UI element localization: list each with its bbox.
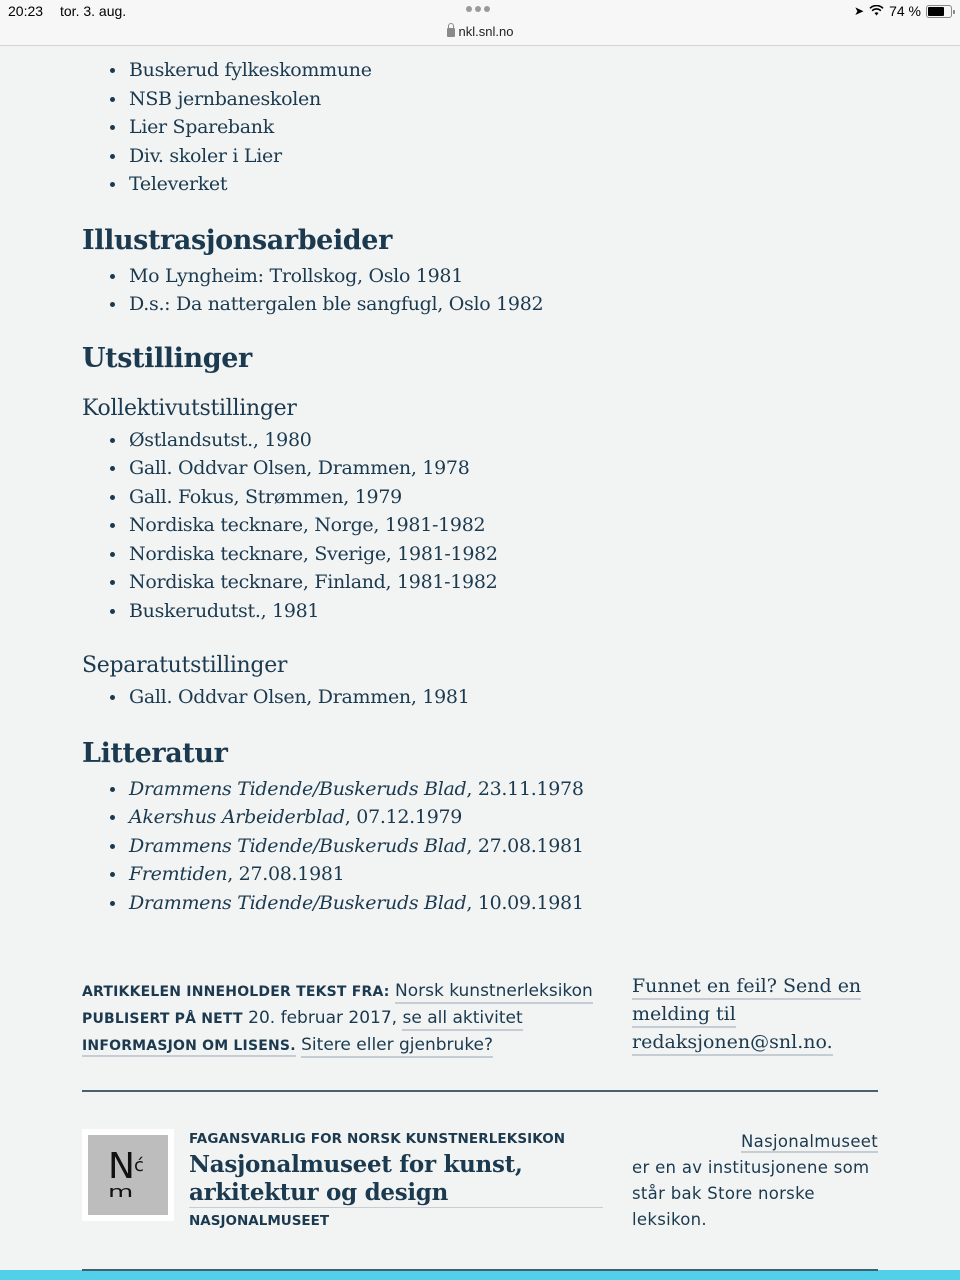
list-item: Televerket xyxy=(129,170,882,199)
list-item: Gall. Fokus, Strømmen, 1979 xyxy=(129,483,882,512)
list-item: Lier Sparebank xyxy=(129,113,882,142)
list-item: Nordiska tecknare, Norge, 1981-1982 xyxy=(129,511,882,540)
divider xyxy=(82,1090,878,1092)
list-item: Gall. Oddvar Olsen, Drammen, 1981 xyxy=(129,683,882,712)
list-item: NSB jernbaneskolen xyxy=(129,85,882,114)
heading-exhibitions: Utstillinger xyxy=(82,342,252,374)
cite-link[interactable]: Sitere eller gjenbruke? xyxy=(301,1035,493,1058)
list-item: Mo Lyngheim: Trollskog, Oslo 1981 xyxy=(129,262,882,291)
lock-icon xyxy=(447,28,455,37)
list-item: D.s.: Da nattergalen ble sangfugl, Oslo 1982 xyxy=(129,290,882,319)
nasjonalmuseet-link[interactable]: Nasjonalmuseet xyxy=(741,1132,878,1151)
list-item: Østlandsutst., 1980 xyxy=(129,426,882,455)
heading-literature: Litteratur xyxy=(82,737,228,769)
activity-link[interactable]: se all aktivitet xyxy=(402,1008,522,1031)
bottom-divider xyxy=(82,1269,878,1271)
feedback-link[interactable]: Funnet en feil? Send en melding til redaksjonen@snl.no. xyxy=(632,972,882,1056)
list-item: Drammens Tidende/Buskeruds Blad, 10.09.1981 xyxy=(129,889,882,918)
org-name-link[interactable]: Nasjonalmuseet for kunst, arkitektur og design xyxy=(189,1151,603,1208)
illustrations-list xyxy=(129,262,882,319)
heading-illustrations: Illustrasjonsarbeider xyxy=(82,224,392,256)
bottom-accent-bar xyxy=(0,1270,960,1280)
location-arrow-icon: ➤ xyxy=(854,4,865,18)
published-date: 20. februar 2017, xyxy=(248,1008,398,1028)
collective-exhibitions-list xyxy=(129,426,882,626)
employers-list xyxy=(129,56,882,199)
battery-percent: 74 % xyxy=(889,3,921,19)
list-item: Nordiska tecknare, Sverige, 1981-1982 xyxy=(129,540,882,569)
org-short-name: NASJONALMUSEET xyxy=(189,1213,330,1229)
date: tor. 3. aug. xyxy=(60,3,127,19)
address-bar[interactable] xyxy=(0,24,960,39)
list-item: Buskerud fylkeskommune xyxy=(129,56,882,85)
list-item: Fremtiden, 27.08.1981 xyxy=(129,860,882,889)
clock: 20:23 xyxy=(8,3,44,19)
list-item: Drammens Tidende/Buskeruds Blad, 23.11.1978 xyxy=(129,775,882,804)
article-meta xyxy=(82,978,602,1059)
separate-exhibitions-list xyxy=(129,683,882,712)
email-link[interactable]: redaksjonen@snl.no. xyxy=(632,1031,833,1056)
source-label: ARTIKKELEN INNEHOLDER TEKST FRA: xyxy=(82,984,390,1000)
url-text: nkl.snl.no xyxy=(458,24,514,39)
more-dots-icon[interactable] xyxy=(466,6,490,12)
article-body xyxy=(82,56,882,917)
institution-text: er en av institusjonene som står bak Store norske leksikon. xyxy=(632,1158,870,1229)
responsible-org xyxy=(189,1131,603,1229)
battery-icon xyxy=(926,5,952,18)
institution-note xyxy=(632,1129,878,1233)
nasjonalmuseet-logo[interactable]: N ć m xyxy=(82,1129,174,1221)
heading-separate-exhibitions: Separatutstillinger xyxy=(82,653,288,678)
list-item: Div. skoler i Lier xyxy=(129,142,882,171)
wifi-icon xyxy=(869,4,884,19)
status-icons xyxy=(854,3,952,19)
list-item: Drammens Tidende/Buskeruds Blad, 27.08.1981 xyxy=(129,832,882,861)
browser-status-bar xyxy=(0,0,960,46)
org-kicker: FAGANSVARLIG FOR NORSK KUNSTNERLEKSIKON xyxy=(189,1131,566,1147)
heading-collective-exhibitions: Kollektivutstillinger xyxy=(82,395,297,421)
list-item: Akershus Arbeiderblad, 07.12.1979 xyxy=(129,803,882,832)
literature-list xyxy=(129,775,882,918)
list-item: Nordiska tecknare, Finland, 1981-1982 xyxy=(129,568,882,597)
published-label: PUBLISERT PÅ NETT xyxy=(82,1011,243,1027)
license-link[interactable]: INFORMASJON OM LISENS. xyxy=(82,1038,296,1057)
list-item: Buskerudutst., 1981 xyxy=(129,597,882,626)
list-item: Gall. Oddvar Olsen, Drammen, 1978 xyxy=(129,454,882,483)
source-link[interactable]: Norsk kunstnerleksikon xyxy=(395,981,593,1004)
